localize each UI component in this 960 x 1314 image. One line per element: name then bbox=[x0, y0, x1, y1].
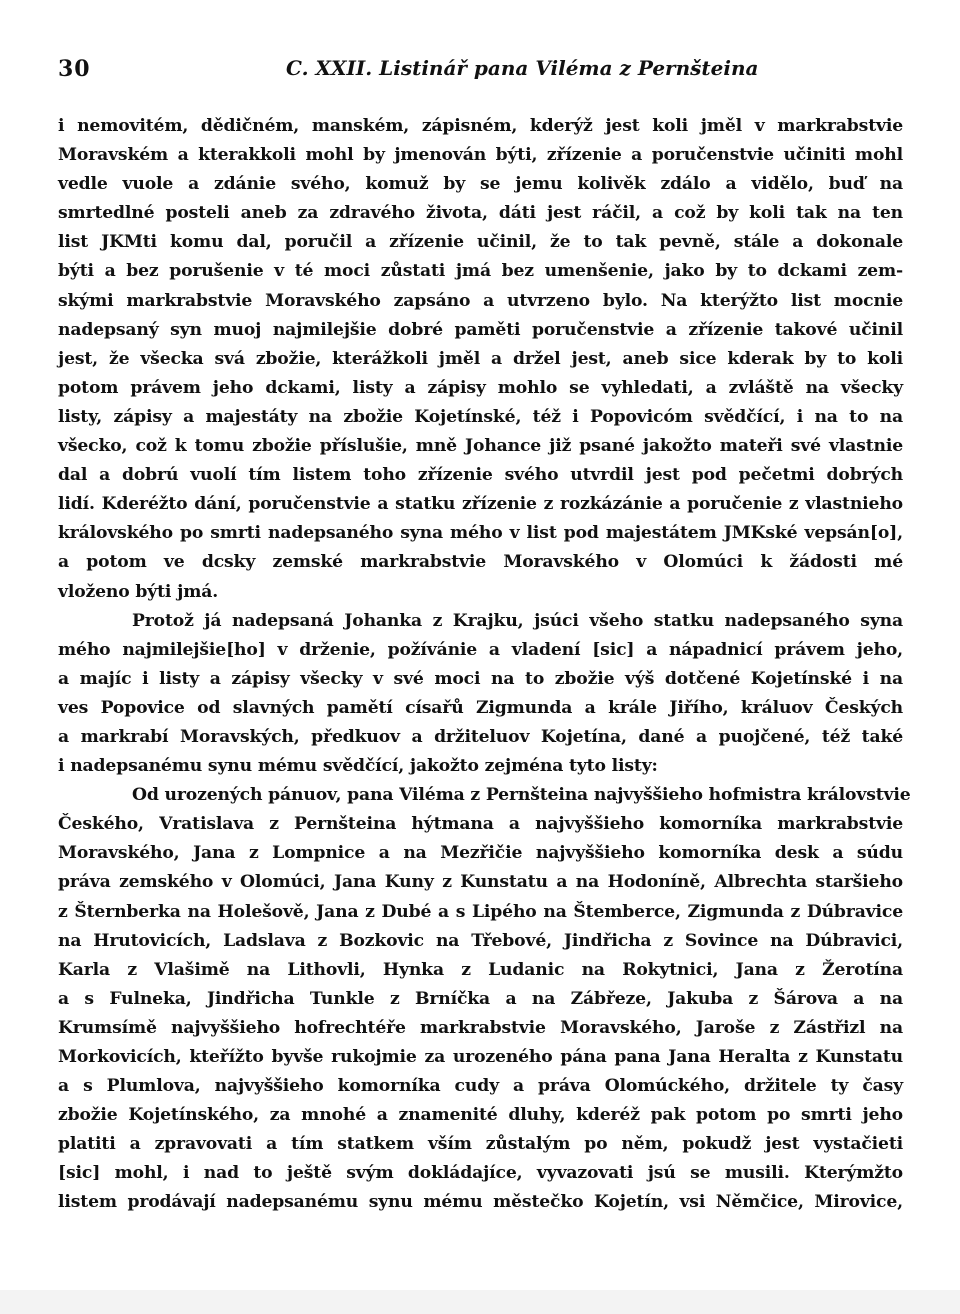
text-line: z Šternberka na Holešově, Jana z Dubé a s Lipého na Štemberce, Zigmunda z Dúbravice bbox=[58, 901, 903, 922]
text-line: dal a dobrú vuolí tím listem toho zřízenie svého utvrdil jest pod pečetmi dobrých bbox=[58, 465, 903, 486]
text-line: Moravském a kterakkoli mohl by jmenován býti, zřízenie a poručenstvie učiniti mohl bbox=[58, 145, 903, 166]
text-line: mého najmilejšie[ho] v drženie, požívánie a vladení [sic] a nápadnicí právem jeho, bbox=[58, 639, 903, 660]
body-text bbox=[58, 112, 911, 1218]
text-line: i nadepsanému synu mému svědčící, jakožto zejména tyto listy: bbox=[58, 756, 658, 777]
text-line: i nemovitém, dědičném, manském, zápisném, kderýž jest koli jměl v markrabstvie bbox=[58, 116, 903, 136]
text-line: vloženo býti jmá. bbox=[58, 581, 219, 602]
text-line: Morkovicích, kteřížto byvše rukojmie za urozeného pána pana Jana Heralta z Kunstatu bbox=[58, 1047, 903, 1067]
text-line: Karla z Vlašimě na Lithovli, Hynka z Ludanic na Rokytnici, Jana z Žerotína bbox=[58, 959, 903, 980]
running-title: C. XXII. Listinář pana Viléma z Pernšteina bbox=[286, 56, 759, 80]
text-line: platiti a zpravovati a tím statkem vším zůstalým po něm, pokudž jest vystačieti bbox=[58, 1134, 903, 1155]
text-line: a potom ve dcsky zemské markrabstvie Moravského v Olomúci k žádosti mé bbox=[58, 552, 903, 573]
text-line: zbožie Kojetínského, za mnohé a znamenité dluhy, kderéž pak potom po smrti jeho bbox=[58, 1105, 903, 1126]
text-line: [sic] mohl, i nad to ještě svým dokládajíce, vyvazovati jsú se musili. Kterýmžto bbox=[58, 1163, 903, 1184]
text-line: listem prodávají nadepsanému synu mému městečko Kojetín, vsi Němčice, Mirovice, bbox=[58, 1192, 903, 1213]
text-line: jest, že všecka svá zbožie, kterážkoli jměl a držel jest, aneb sice kderak by to koli bbox=[58, 348, 903, 369]
text-line: práva zemského v Olomúci, Jana Kuny z Kunstatu a na Hodoníně, Albrechta staršieho bbox=[58, 872, 903, 893]
text-line: ves Popovice od slavných pamětí císařů Zigmunda a krále Jiřího, králuov Českých bbox=[58, 697, 903, 718]
page-number: 30 bbox=[58, 56, 91, 82]
text-line: Krumsímě najvyššieho hofrechtéře markrabstvie Moravského, Jaroše z Zástřizl na bbox=[58, 1017, 903, 1038]
text-line: lidí. Kderéžto dání, poručenstvie a statku zřízenie z rozkázánie a poručenie z vlastnieho bbox=[58, 494, 903, 515]
text-line: a markrabí Moravských, předkuov a držiteluov Kojetína, dané a puojčené, též také bbox=[58, 726, 903, 747]
text-line: a s Plumlova, najvyššieho komorníka cudy a práva Olomúckého, držitele ty časy bbox=[58, 1076, 903, 1097]
page-header bbox=[58, 56, 903, 88]
text-line: smrtedlné posteli aneb za zdravého života, dáti jest ráčil, a což by koli tak na ten bbox=[58, 203, 903, 224]
text-line: vedle vuole a zdánie svého, komuž by se jemu kolivěk zdálo a vidělo, buď na bbox=[58, 174, 903, 195]
page-bottom-strip bbox=[0, 1290, 960, 1314]
text-line: na Hrutovicích, Ladslava z Bozkovic na Třebové, Jindřicha z Sovince na Dúbravici, bbox=[58, 930, 903, 951]
text-line: a s Fulneka, Jindřicha Tunkle z Brníčka a na Zábřeze, Jakuba z Šárova a na bbox=[58, 988, 903, 1009]
text-line: potom právem jeho dckami, listy a zápisy mohlo se vyhledati, a zvláště na všecky bbox=[58, 377, 903, 398]
text-line: býti a bez porušenie v té moci zůstati jmá bez umenšenie, jako by to dckami zem- bbox=[58, 261, 903, 282]
text-line: listy, zápisy a majestáty na zbožie Kojetínské, též i Popovicóm svědčící, i na to na bbox=[58, 406, 903, 427]
text-line: list JKMti komu dal, poručil a zřízenie učinil, že to tak pevně, stále a dokonale bbox=[58, 232, 903, 253]
text-line: Moravského, Jana z Lompnice a na Mezřičie najvyššieho komorníka desk a súdu bbox=[58, 843, 903, 864]
text-line: Od urozených pánuov, pana Viléma z Pernšteina najvyššieho hofmistra královstvie bbox=[132, 785, 911, 806]
text-line: skými markrabstvie Moravského zapsáno a utvrzeno bylo. Na kterýžto list mocnie bbox=[58, 290, 903, 311]
text-line: královského po smrti nadepsaného syna mého v list pod majestátem JMKské vepsán[o], bbox=[58, 523, 903, 544]
text-line: a majíc i listy a zápisy všecky v své moci na to zbožie výš dotčené Kojetínské i na bbox=[58, 668, 903, 689]
text-line: Českého, Vratislava z Pernšteina hýtmana a najvyššieho komorníka markrabstvie bbox=[58, 814, 903, 835]
text-line: Protož já nadepsaná Johanka z Krajku, jsúci všeho statku nadepsaného syna bbox=[132, 610, 903, 631]
text-line: nadepsaný syn muoj najmilejšie dobré paměti poručenstvie a zřízenie takové učinil bbox=[58, 319, 903, 340]
text-line: všecko, což k tomu zbožie příslušie, mně Johance již psané jakožto mateři své vlastnie bbox=[58, 436, 903, 457]
